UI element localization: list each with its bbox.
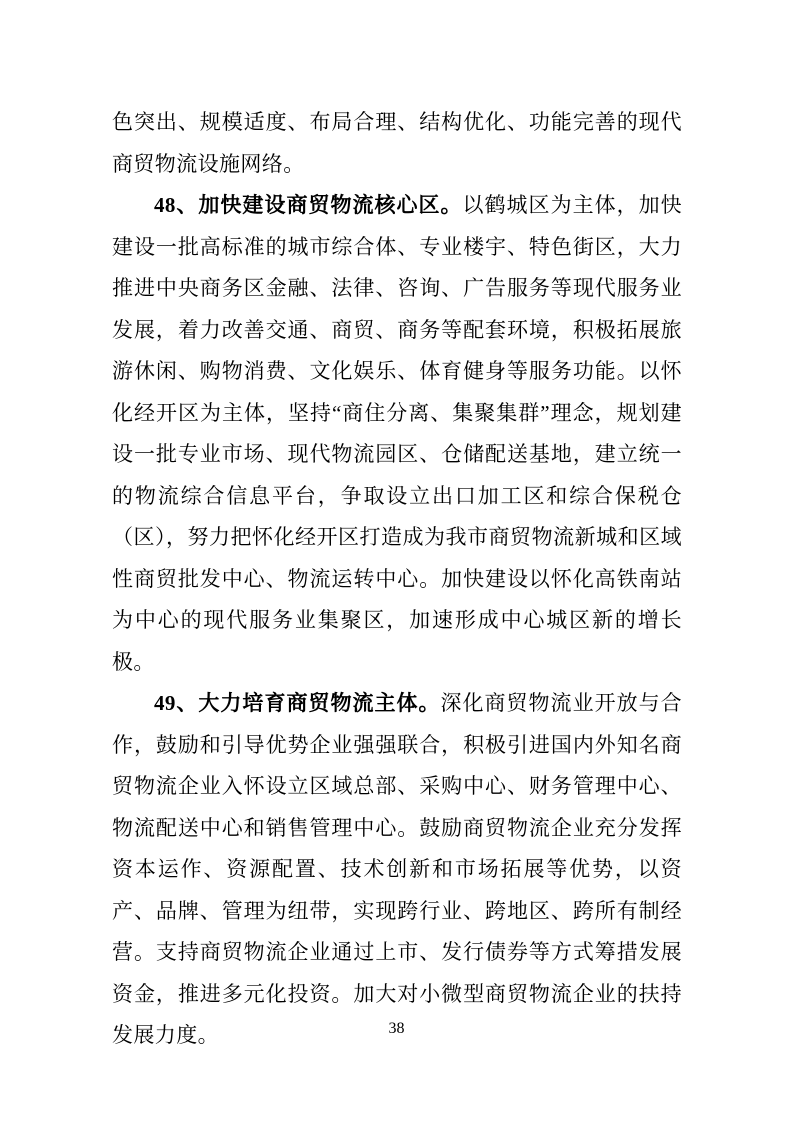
- paragraph-text: 色突出、规模适度、布局合理、结构优化、功能完善的现代商贸物流设施网络。: [112, 110, 682, 176]
- paragraph-continuation: [112, 102, 682, 185]
- clause-49-heading: 49、大力培育商贸物流主体。: [154, 691, 441, 715]
- clause-48-heading: 48、加快建设商贸物流核心区。: [154, 193, 463, 217]
- page-number: 38: [388, 1020, 405, 1037]
- paragraph-clause-48: [112, 185, 682, 683]
- paragraph-text: 以鹤城区为主体，加快建设一批高标准的城市综合体、专业楼宇、特色街区，大力推进中央商务区金融、法律、咨询、广告服务等现代服务业发展，着力改善交通、商贸、商务等配套环境，积极拓展旅游休闲、购物消费、文化娱乐、体育健身等服务功能。以怀化经开区为主体，坚持“商住分离、集聚集群”理念，规划建设一批专业市场、现代物流园区、仓储配送基地，建立统一的物流综合信息平台，争取设立出口加工区和综合保税仓（区），努力把怀化经开区打造成为我市商贸物流新城和区域性商贸批发中心、物流运转中心。加快建设以怀化高铁南站为中心的现代服务业集聚区，加速形成中心城区新的增长极。: [112, 193, 683, 674]
- paragraph-clause-49: [112, 683, 682, 1057]
- paragraph-text: 深化商贸物流业开放与合作，鼓励和引导优势企业强强联合，积极引进国内外知名商贸物流企业入怀设立区域总部、采购中心、财务管理中心、物流配送中心和销售管理中心。鼓励商贸物流企业充分发挥资本运作、资源配置、技术创新和市场拓展等优势，以资产、品牌、管理为纽带，实现跨行业、跨地区、跨所有制经营。支持商贸物流企业通过上市、发行债券等方式筹措发展资金，推进多元化投资。加大对小微型商贸物流企业的扶持发展力度。: [112, 691, 682, 1047]
- page-body-text: [112, 102, 682, 1057]
